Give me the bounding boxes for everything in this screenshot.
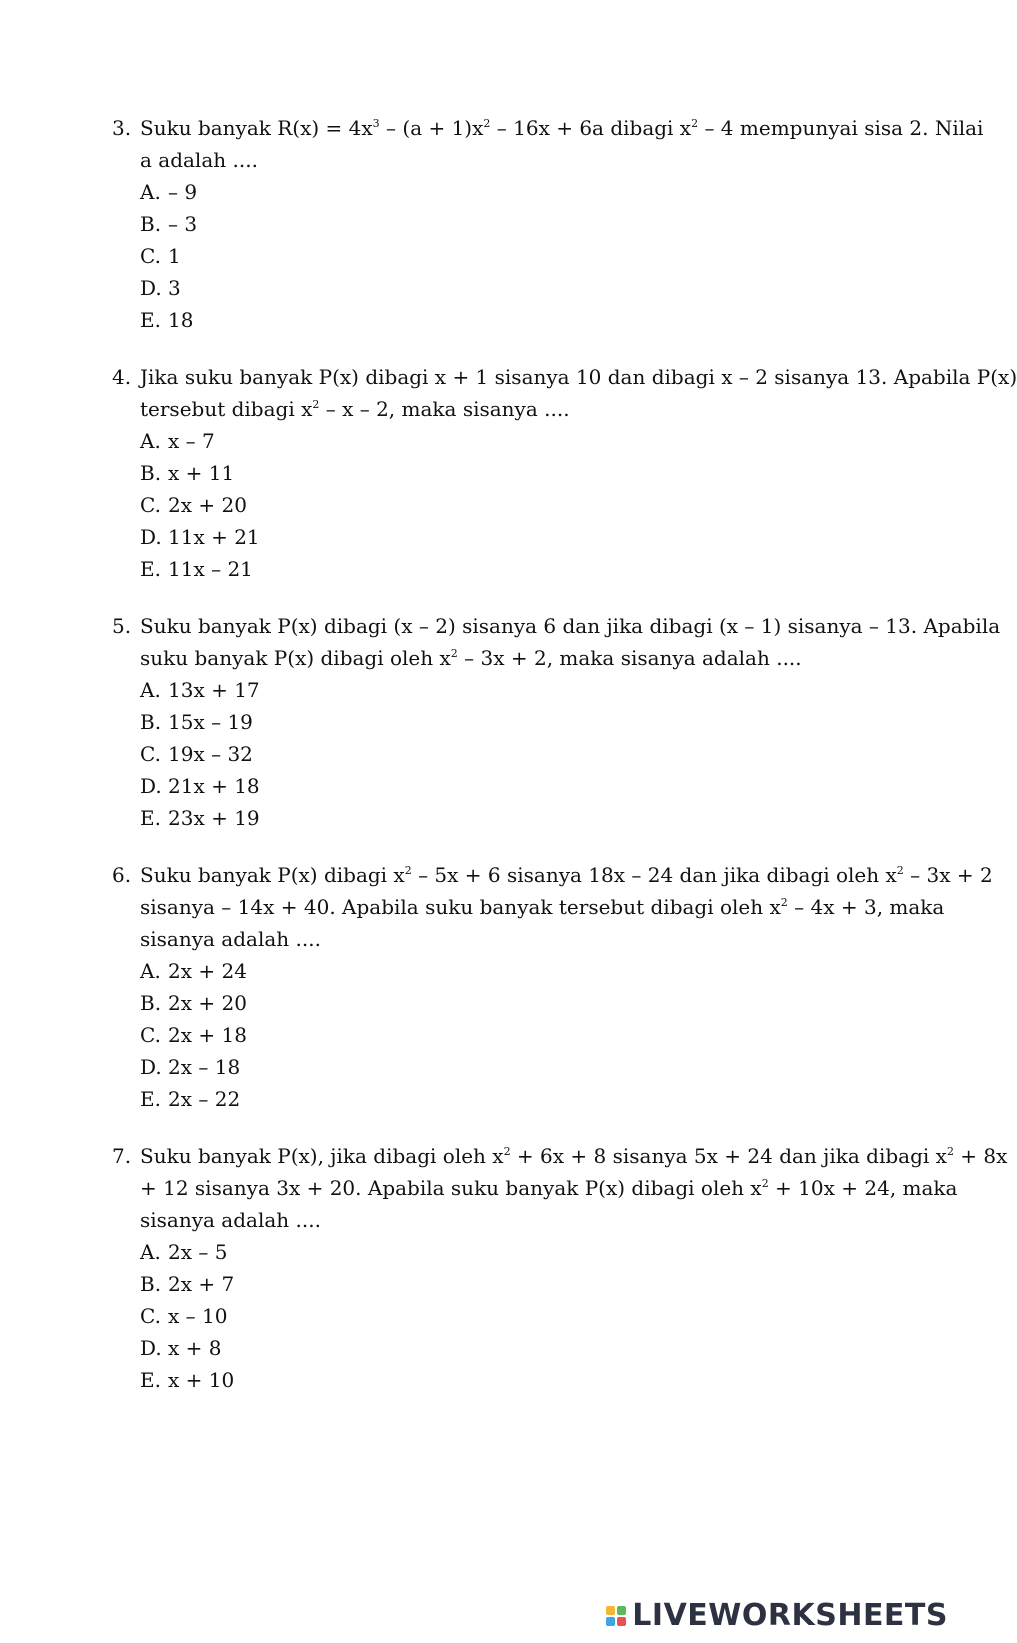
question-text: sisanya – 14x + 40. Apabila suku banyak tersebut dibagi oleh x	[140, 895, 781, 919]
exponent: 2	[780, 896, 788, 909]
option-letter: E.	[140, 1087, 161, 1111]
answer-option	[112, 802, 892, 834]
option-letter: E.	[140, 1368, 161, 1392]
option-text: 1	[168, 244, 181, 268]
option-text: x – 7	[168, 429, 215, 453]
answer-option	[112, 1083, 892, 1115]
question-text-line	[112, 1204, 892, 1236]
watermark-text: LIVEWORKSHEETS	[632, 1598, 948, 1633]
exponent: 2	[896, 864, 904, 877]
question-text: – 4x + 3, maka	[787, 895, 945, 919]
question-text: + 10x + 24, maka	[768, 1176, 958, 1200]
question-text-line	[112, 642, 892, 674]
question-number: 5.	[112, 614, 132, 638]
question-text-line	[112, 144, 892, 176]
option-letter: D.	[140, 1055, 162, 1079]
question-text: + 6x + 8 sisanya 5x + 24 dan jika dibagi x	[510, 1144, 947, 1168]
question-text: + 12 sisanya 3x + 20. Apabila suku banyak P(x) dibagi oleh x	[140, 1176, 762, 1200]
question-5	[112, 610, 1001, 834]
option-letter: E.	[140, 308, 161, 332]
question-text: tersebut dibagi x	[140, 397, 313, 421]
question-number: 3.	[112, 116, 132, 140]
answer-option	[112, 955, 892, 987]
question-text: – (a + 1)x	[379, 116, 484, 140]
answer-option	[112, 1364, 892, 1396]
option-text: x – 10	[168, 1304, 228, 1328]
option-text: x + 11	[168, 461, 235, 485]
option-text: 3	[168, 276, 181, 300]
option-letter: B.	[140, 1272, 162, 1296]
option-letter: B.	[140, 991, 162, 1015]
answer-option	[112, 272, 892, 304]
answer-option	[112, 457, 892, 489]
exponent: 2	[312, 398, 320, 411]
answer-option	[112, 425, 892, 457]
option-text: – 9	[168, 180, 198, 204]
answer-option	[112, 304, 892, 336]
exponent: 2	[483, 117, 491, 130]
question-text: Suku banyak P(x) dibagi (x – 2) sisanya 6 dan jika dibagi (x – 1) sisanya – 13. Apabila	[140, 614, 1001, 638]
question-text-line	[112, 393, 892, 425]
option-text: 2x + 24	[168, 959, 247, 983]
liveworksheets-watermark	[606, 1598, 948, 1633]
question-text: – x – 2, maka sisanya ....	[319, 397, 570, 421]
answer-option	[112, 674, 892, 706]
question-text: Suku banyak P(x) dibagi x	[140, 863, 405, 887]
exponent: 2	[450, 647, 458, 660]
question-text-line	[112, 1172, 958, 1204]
option-letter: E.	[140, 557, 161, 581]
question-text-line	[112, 1140, 1008, 1172]
option-text: 2x + 20	[168, 493, 247, 517]
option-text: 2x – 22	[168, 1087, 241, 1111]
question-text-line	[112, 923, 892, 955]
question-text: – 16x + 6a dibagi x	[490, 116, 692, 140]
question-number: 4.	[112, 365, 132, 389]
answer-option	[112, 521, 892, 553]
option-text: 2x + 18	[168, 1023, 247, 1047]
option-letter: C.	[140, 1304, 161, 1328]
exponent: 2	[761, 1177, 769, 1190]
question-text: – 4 mempunyai sisa 2. Nilai	[698, 116, 984, 140]
option-letter: D.	[140, 525, 162, 549]
exponent: 2	[946, 1145, 954, 1158]
option-letter: C.	[140, 742, 161, 766]
answer-option	[112, 1019, 892, 1051]
answer-option	[112, 706, 892, 738]
option-text: 13x + 17	[168, 678, 260, 702]
answer-option	[112, 208, 892, 240]
question-text: a adalah ....	[140, 148, 258, 172]
option-text: 19x – 32	[168, 742, 253, 766]
question-text-line	[112, 610, 1001, 642]
question-text: sisanya adalah ....	[140, 1208, 321, 1232]
answer-option	[112, 240, 892, 272]
option-letter: B.	[140, 212, 162, 236]
option-letter: A.	[140, 1240, 161, 1264]
question-text-line	[112, 112, 984, 144]
question-text: Suku banyak R(x) = 4x	[140, 116, 373, 140]
option-text: 15x – 19	[168, 710, 253, 734]
question-number: 6.	[112, 863, 132, 887]
option-text: 11x + 21	[168, 525, 260, 549]
answer-option	[112, 176, 892, 208]
exponent: 2	[503, 1145, 511, 1158]
question-7	[112, 1140, 1008, 1396]
option-letter: A.	[140, 180, 161, 204]
answer-option	[112, 1051, 892, 1083]
question-text: – 5x + 6 sisanya 18x – 24 dan jika dibagi oleh x	[411, 863, 897, 887]
option-text: 21x + 18	[168, 774, 260, 798]
option-text: 18	[168, 308, 194, 332]
answer-option	[112, 738, 892, 770]
answer-option	[112, 553, 892, 585]
answer-option	[112, 1268, 892, 1300]
liveworksheets-logo-icon	[606, 1606, 626, 1626]
option-letter: B.	[140, 710, 162, 734]
question-text: sisanya adalah ....	[140, 927, 321, 951]
question-6	[112, 859, 993, 1115]
option-text: 2x – 5	[168, 1240, 228, 1264]
option-letter: D.	[140, 774, 162, 798]
question-3	[112, 112, 984, 336]
question-text: + 8x	[953, 1144, 1008, 1168]
option-letter: C.	[140, 493, 161, 517]
question-4	[112, 361, 1017, 585]
question-text: Suku banyak P(x), jika dibagi oleh x	[140, 1144, 504, 1168]
answer-option	[112, 987, 892, 1019]
option-letter: C.	[140, 244, 161, 268]
question-text: – 3x + 2	[903, 863, 993, 887]
question-text: Jika suku banyak P(x) dibagi x + 1 sisanya 10 dan dibagi x – 2 sisanya 13. Apabila P(x)	[140, 365, 1017, 389]
question-text-line	[112, 891, 945, 923]
option-letter: E.	[140, 806, 161, 830]
option-letter: B.	[140, 461, 162, 485]
answer-option	[112, 770, 892, 802]
answer-option	[112, 1332, 892, 1364]
option-text: x + 8	[168, 1336, 222, 1360]
exponent: 2	[404, 864, 412, 877]
option-letter: D.	[140, 276, 162, 300]
option-letter: A.	[140, 678, 161, 702]
option-letter: D.	[140, 1336, 162, 1360]
exponent: 3	[372, 117, 380, 130]
question-number: 7.	[112, 1144, 132, 1168]
option-letter: A.	[140, 959, 161, 983]
answer-option	[112, 1300, 892, 1332]
question-text: – 3x + 2, maka sisanya adalah ....	[457, 646, 802, 670]
question-text-line	[112, 361, 1017, 393]
option-text: – 3	[168, 212, 198, 236]
exponent: 2	[691, 117, 699, 130]
option-letter: C.	[140, 1023, 161, 1047]
option-text: 23x + 19	[168, 806, 260, 830]
option-text: x + 10	[168, 1368, 235, 1392]
option-text: 2x – 18	[168, 1055, 241, 1079]
option-text: 2x + 7	[168, 1272, 235, 1296]
answer-option	[112, 489, 892, 521]
option-text: 2x + 20	[168, 991, 247, 1015]
option-text: 11x – 21	[168, 557, 253, 581]
answer-option	[112, 1236, 892, 1268]
option-letter: A.	[140, 429, 161, 453]
question-text-line	[112, 859, 993, 891]
question-text: suku banyak P(x) dibagi oleh x	[140, 646, 451, 670]
